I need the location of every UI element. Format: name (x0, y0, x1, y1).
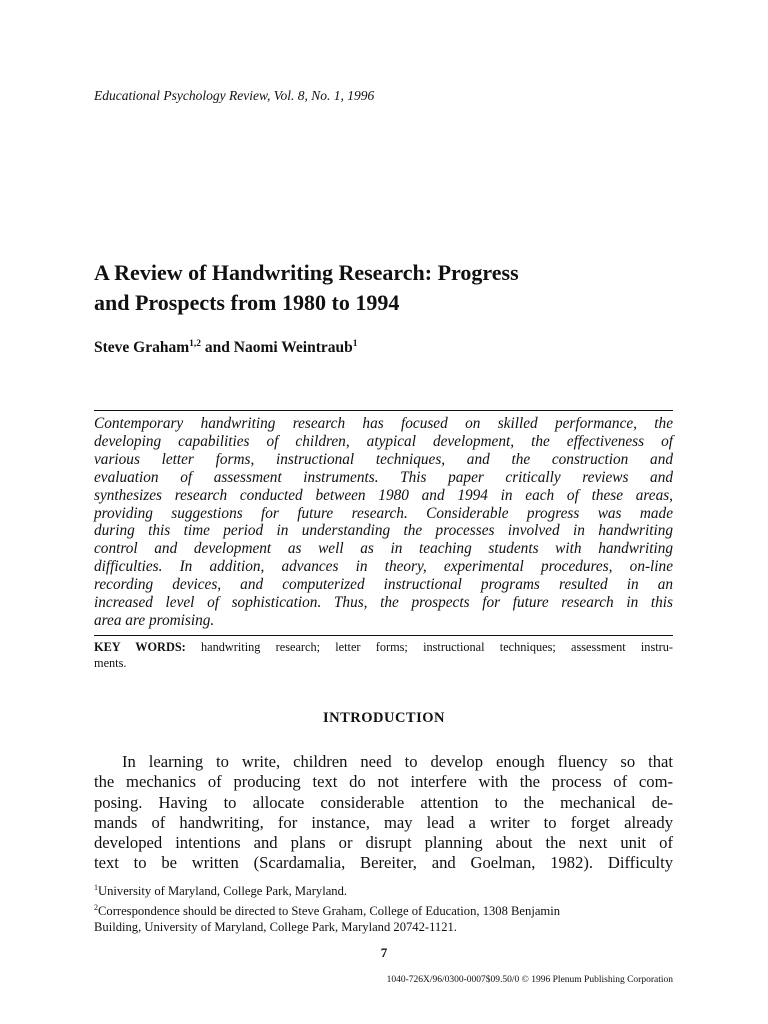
introduction-paragraph (94, 752, 673, 874)
body-line: text to be written (Scardamalia, Bereiter, and Goelman, 1982). Difficulty (94, 853, 673, 873)
footnote-mark: 1 (94, 883, 98, 892)
abstract-line: increased level of sophistication. Thus, the prospects for future research in this (94, 594, 673, 612)
abstract (94, 415, 673, 630)
abstract-line: recording devices, and computerized instructional programs resulted in an (94, 576, 673, 594)
section-heading-introduction: INTRODUCTION (322, 710, 445, 726)
article-title (94, 258, 694, 318)
footnote-text: Correspondence should be directed to Steve Graham, College of Education, 1308 Benjamin (98, 903, 560, 918)
abstract-line: area are promising. (94, 611, 215, 629)
journal-citation: Educational Psychology Review, Vol. 8, No. 1, 1996 (94, 88, 375, 103)
footnote-2-continuation: Building, University of Maryland, College Park, Maryland 20742-1121. (94, 920, 457, 934)
author-list (94, 339, 358, 357)
footnote-text: University of Maryland, College Park, Maryland. (98, 884, 348, 898)
abstract-line: control and development as well as in teaching students with handwriting (94, 540, 673, 558)
abstract-line: difficulties. In addition, advances in theory, experimental procedures, on-line (94, 558, 673, 576)
keywords-line: ments. (94, 655, 127, 670)
author-name: Steve Graham (94, 339, 190, 356)
author-affiliation-mark: 1,2 (189, 339, 202, 349)
body-line: posing. Having to allocate considerable attention to the mechanical de- (94, 792, 673, 812)
keywords-text: handwriting research; letter forms; instructional techniques; assessment instru- (201, 640, 673, 654)
abstract-top-rule (94, 410, 673, 411)
keywords-line (94, 640, 673, 656)
author-affiliation-mark: 1 (352, 339, 358, 349)
abstract-line: Contemporary handwriting research has focused on skilled performance, the (94, 415, 673, 432)
page-number: 7 (380, 945, 388, 960)
author-conjunction: and (204, 339, 230, 356)
keywords-top-rule (94, 635, 673, 636)
abstract-line: providing suggestions for future research. Considerable progress was made (94, 504, 673, 522)
body-line: mands of handwriting, for instance, may lead a writer to forget already (94, 812, 673, 832)
abstract-line: during this time period in understanding the processes involved in handwriting (94, 522, 673, 540)
footnote-1 (94, 880, 673, 900)
body-line: In learning to write, children need to develop enough fluency so that (122, 752, 673, 771)
title-line-2: and Prospects from 1980 to 1994 (94, 290, 400, 315)
title-line-1: A Review of Handwriting Research: Progress (94, 260, 519, 285)
abstract-line: synthesizes research conducted between 1980 and 1994 in each of these areas, (94, 486, 673, 504)
keywords-label: KEY WORDS: (94, 640, 186, 654)
abstract-line: developing capabilities of children, atypical development, the effectiveness of (94, 432, 673, 450)
abstract-line: various letter forms, instructional techniques, and the construction and (94, 450, 673, 468)
copyright-line: 1040-726X/96/0300-0007$09.50/0 © 1996 Plenum Publishing Corporation (386, 975, 673, 985)
body-line: the mechanics of producing text do not interfere with the process of com- (94, 772, 673, 792)
footnote-2 (94, 900, 673, 920)
body-line: developed intentions and plans or disrupt planning about the next unit of (94, 833, 673, 853)
footnotes (94, 880, 673, 936)
author-name: Naomi Weintraub (233, 339, 353, 356)
footnote-mark: 2 (94, 902, 98, 912)
abstract-line: evaluation of assessment instruments. This paper critically reviews and (94, 468, 673, 486)
keywords (94, 640, 673, 671)
